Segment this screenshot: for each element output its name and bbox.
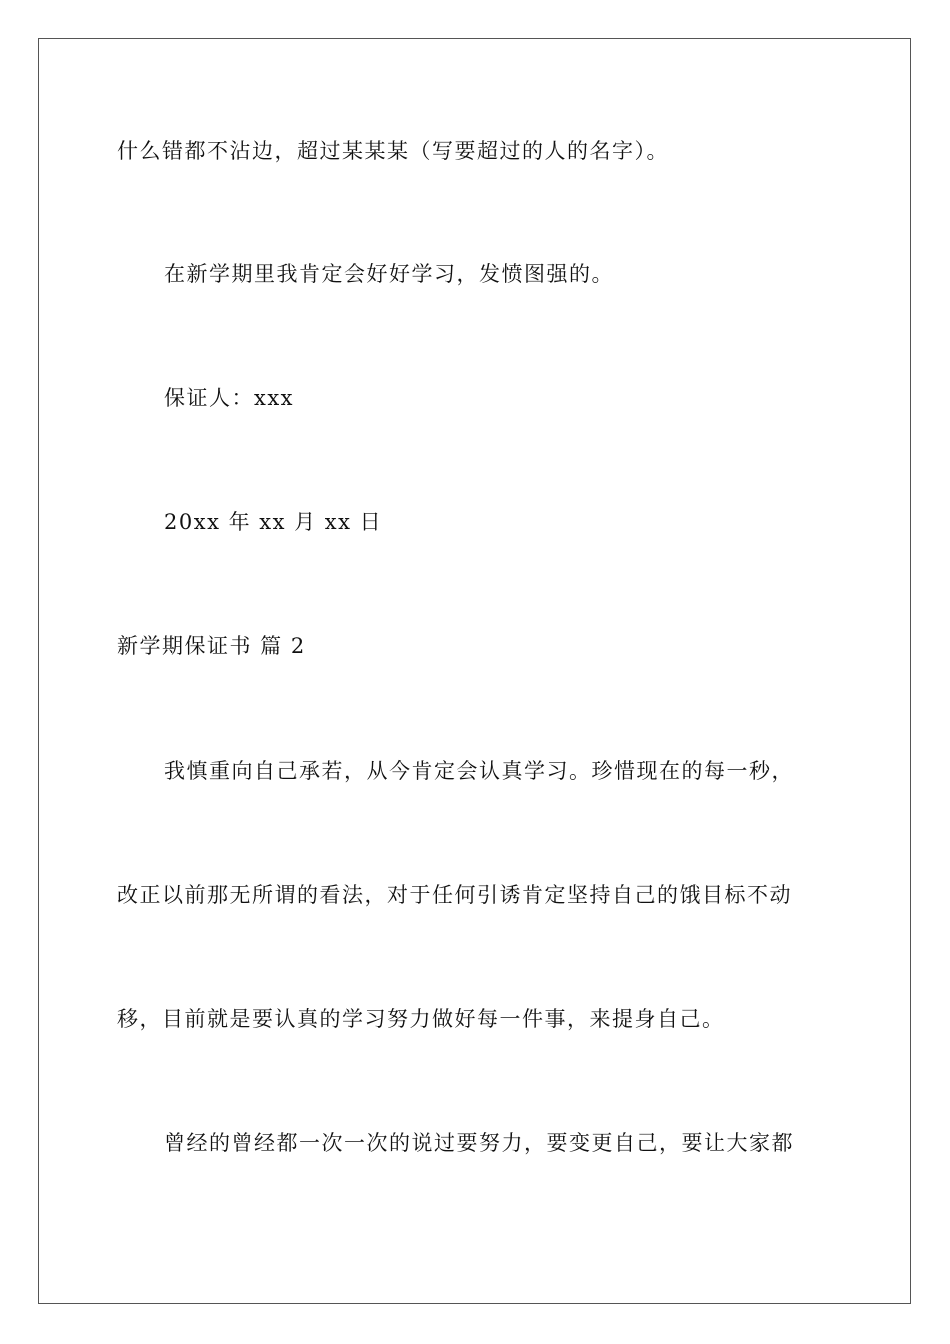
- date-line: 20xx 年 xx 月 xx 日: [164, 510, 383, 534]
- paragraph-continuation: 什么错都不沾边，超过某某某（写要超过的人的名字）。: [117, 139, 669, 163]
- paragraph-line: 曾经的曾经都一次一次的说过要努力，要变更自己，要让大家都: [164, 1131, 794, 1155]
- paragraph-study-pledge: 在新学期里我肯定会好好学习，发愤图强的。: [164, 262, 614, 286]
- paragraph-line: 移，目前就是要认真的学习努力做好每一件事，来提身自己。: [117, 1007, 725, 1031]
- paragraph-line: 改正以前那无所谓的看法，对于任何引诱肯定坚持自己的饿目标不动: [117, 883, 792, 907]
- paragraph-line: 我慎重向自己承若，从今肯定会认真学习。珍惜现在的每一秒，: [164, 759, 794, 783]
- guarantor-line: 保证人：xxx: [164, 386, 295, 410]
- section-heading: 新学期保证书 篇 2: [117, 634, 306, 658]
- page-border: [38, 38, 911, 1304]
